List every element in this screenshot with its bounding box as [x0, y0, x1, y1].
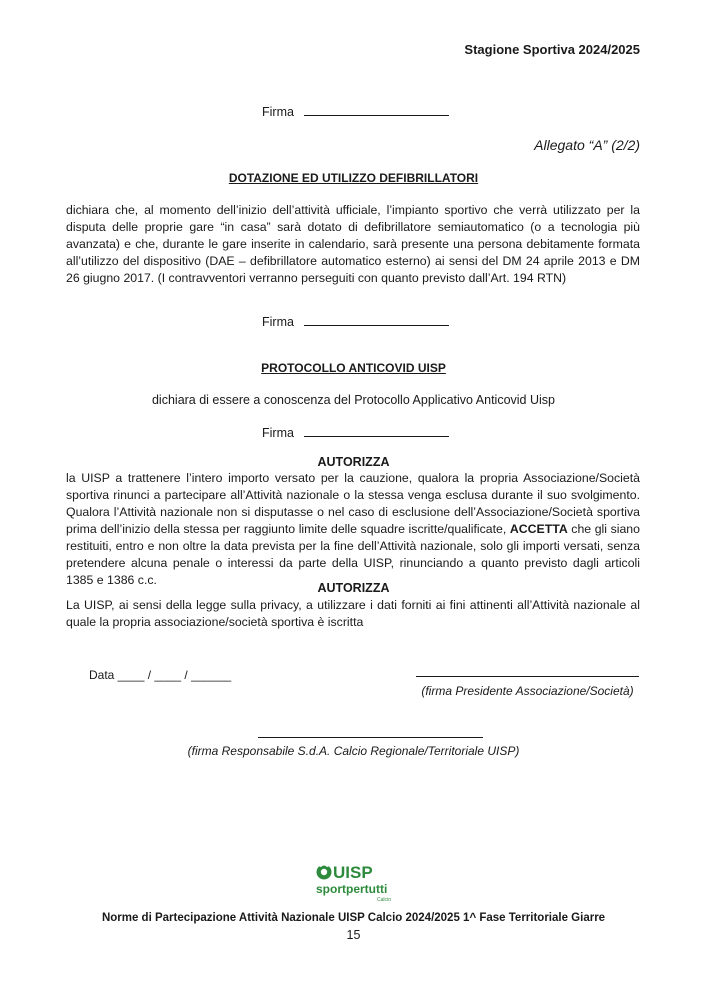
autorizza-title-2: AUTORIZZA — [317, 581, 390, 595]
responsible-signature-line — [258, 737, 483, 738]
signature-label: Firma — [262, 105, 294, 119]
uisp-logo — [315, 861, 395, 908]
allegato-label: Allegato “A” (2/2) — [534, 137, 640, 153]
defibrillatori-text: dichiara che, al momento dell’inizio dell’attività ufficiale, l’impianto sportivo che verrà utilizzato per la disputa delle proprie gare “in casa” sarà dotato di defibrillatore semiautomatico (o a tecnologia più avanzata) e che, durante le gare inserite in calendario, sarà presente una persona debitamente formata all’utilizzo del dispositivo (DAE – defibrillatore automatico esterno) ai sensi del DM 24 aprile 2013 e DM 26 giugno 2017. (I contravventori verranno perseguiti con quanto previsto dall’Art. 194 RTN) — [66, 203, 640, 285]
signature-blank — [304, 314, 449, 326]
autorizza-text-1-part-a: la UISP a trattenere l’intero importo versato per la cauzione, qualora la propria Associazione/Società sportiva rinunci a partecipare all’Attività nazionale o la stessa venga esclusa durante il suo svolgimento. Qualora l’Attività nazionale non si disputasse o nel caso di esclusione dell’Associazione/Società sportiva prima dell’inizio della stessa per raggiunto limite delle squadre iscritte/qualificate, — [66, 471, 640, 536]
date-field: Data ____ / ____ / ______ — [89, 668, 232, 682]
president-signature-line — [416, 676, 639, 677]
section-title-defibrillatori: DOTAZIONE ED UTILIZZO DEFIBRILLATORI — [228, 171, 479, 185]
signature-line-1 — [262, 104, 449, 119]
autorizza-text-1 — [66, 470, 640, 589]
accetta-keyword: ACCETTA — [509, 522, 568, 536]
svg-text:UISP: UISP — [333, 863, 373, 882]
signature-line-3 — [262, 425, 449, 440]
svg-text:sportpertutti: sportpertutti — [316, 882, 388, 896]
logo-emblem-icon — [317, 863, 332, 880]
autorizza-text-1-part-b: che gli siano restituiti, entro e non oltre la data prevista per la fine dell’Attività nazionale, solo gli importi versati, senza pretendere alcuna penale o interessi da parte della UISP, rinunciando a quanto previsto dagli articoli 1385 e 1386 c.c. — [66, 522, 640, 587]
season-header: Stagione Sportiva 2024/2025 — [464, 42, 640, 57]
section-title-anticovid: PROTOCOLLO ANTICOVID UISP — [261, 361, 446, 375]
signature-label: Firma — [262, 426, 294, 440]
autorizza-title-1: AUTORIZZA — [317, 455, 390, 469]
president-signature-caption: (firma Presidente Associazione/Società) — [421, 684, 634, 698]
svg-text:Calcio: Calcio — [377, 897, 391, 903]
signature-line-2 — [262, 314, 449, 329]
responsible-signature-caption: (firma Responsabile S.d.A. Calcio Regionale/Territoriale UISP) — [187, 744, 520, 758]
anticovid-text: dichiara di essere a conoscenza del Protocollo Applicativo Anticovid Uisp — [151, 393, 555, 407]
footer-text: Norme di Partecipazione Attività Nazionale UISP Calcio 2024/2025 1^ Fase Territoriale Giarre — [101, 912, 606, 924]
page-number: 15 — [346, 928, 361, 942]
autorizza-text-2: La UISP, ai sensi della legge sulla privacy, a utilizzare i dati forniti ai fini attinenti all’Attività nazionale al quale la propria associazione/società sportiva è iscritta — [66, 598, 640, 629]
signature-label: Firma — [262, 315, 294, 329]
signature-blank — [304, 425, 449, 437]
signature-blank — [304, 104, 449, 116]
